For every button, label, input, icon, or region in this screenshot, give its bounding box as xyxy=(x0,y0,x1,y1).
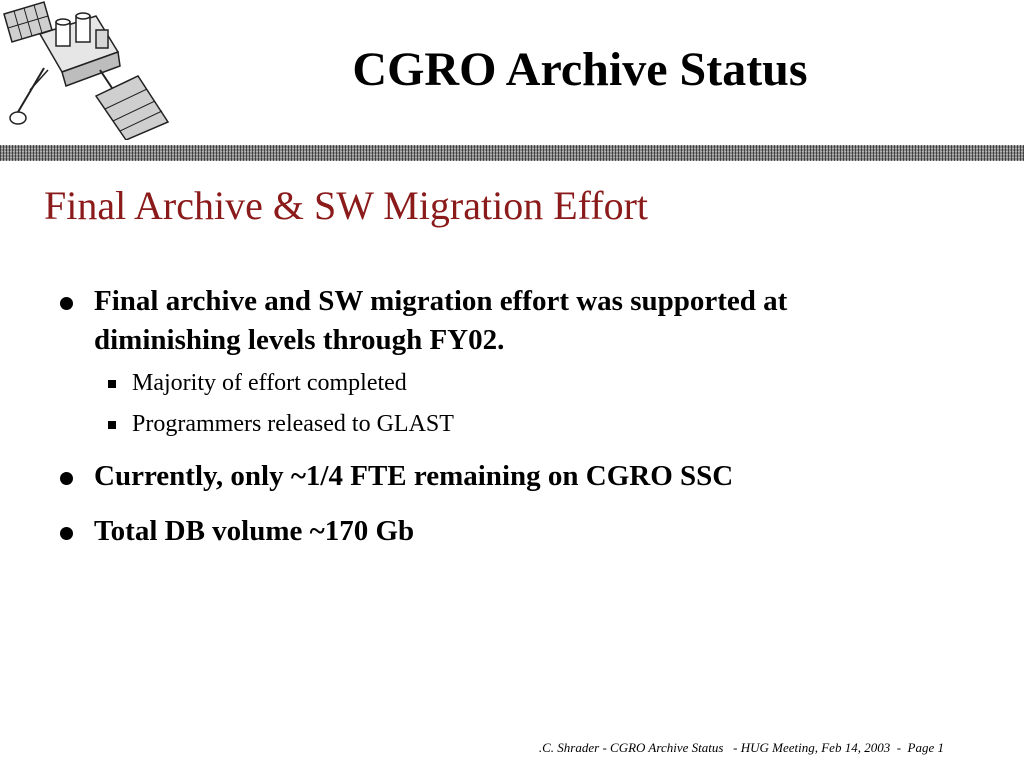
bullet-dot-icon xyxy=(60,472,73,485)
bullet-2-text: Currently, only ~1/4 FTE remaining on CGRO SSC xyxy=(94,460,734,492)
bullet-dot-icon xyxy=(60,297,73,310)
bullet-1 xyxy=(60,282,940,360)
bullet-1-text: Final archive and SW migration effort was supported at diminishing levels through FY02. xyxy=(94,285,788,356)
square-bullet-icon xyxy=(108,421,116,429)
header-divider xyxy=(0,145,1024,161)
slide-footer: .C. Shrader - CGRO Archive Status - HUG Meeting, Feb 14, 2003 - Page 1 xyxy=(538,740,944,755)
slide-title: CGRO Archive Status xyxy=(352,43,808,96)
sub-bullet-1-text: Majority of effort completed xyxy=(132,370,407,396)
bullet-dot-icon xyxy=(60,527,73,540)
slide-subtitle: Final Archive & SW Migration Effort xyxy=(44,183,649,228)
square-bullet-icon xyxy=(108,380,116,388)
satellite-icon xyxy=(0,0,172,140)
bullet-2 xyxy=(60,457,940,496)
bullet-3 xyxy=(60,512,940,551)
sub-bullet-1 xyxy=(108,368,908,398)
bullet-3-text: Total DB volume ~170 Gb xyxy=(94,515,415,547)
sub-bullet-2-text: Programmers released to GLAST xyxy=(132,411,454,437)
sub-bullet-2 xyxy=(108,409,908,439)
